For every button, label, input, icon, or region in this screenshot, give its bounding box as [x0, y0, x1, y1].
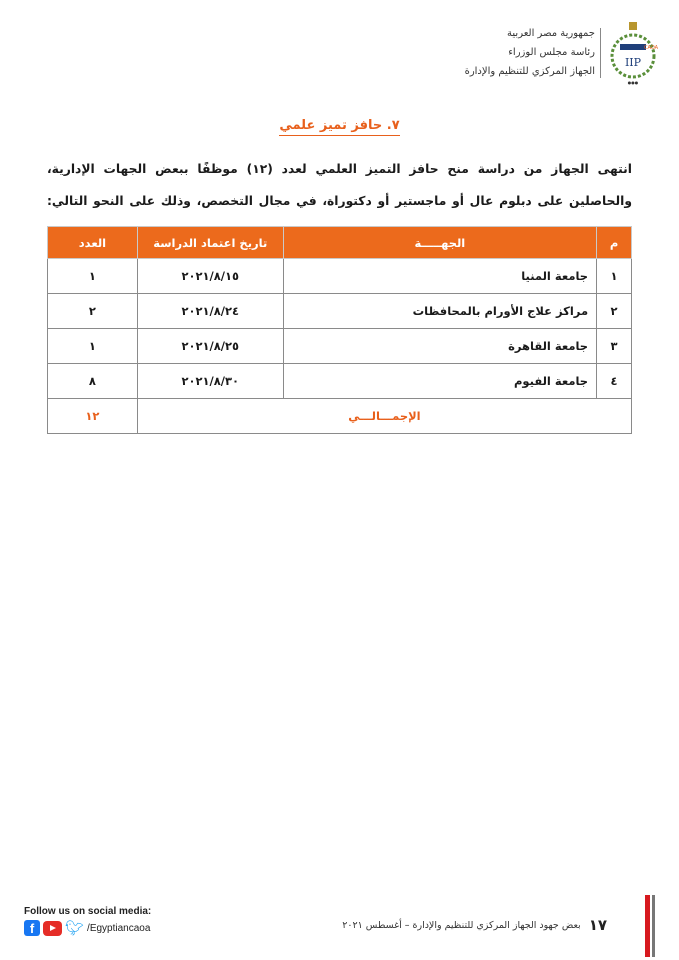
caoa-logo	[608, 20, 658, 88]
svg-text:IIP: IIP	[624, 56, 642, 69]
cell-date: ٢٠٢١/٨/١٥	[137, 259, 283, 294]
facebook-icon[interactable]: f	[24, 920, 40, 936]
cell-index: ٣	[597, 329, 632, 364]
follow-label: Follow us on social media:	[24, 906, 152, 917]
cell-entity: مراكز علاج الأورام بالمحافظات	[283, 294, 596, 329]
cell-entity: جامعة المنيا	[283, 259, 596, 294]
col-header-index: م	[597, 227, 632, 259]
section-title: ٧. حافز تميز علمي	[0, 118, 679, 133]
cell-date: ٢٠٢١/٨/٢٥	[137, 329, 283, 364]
cell-count: ٨	[48, 364, 138, 399]
social-links	[24, 919, 150, 937]
incentive-table	[47, 226, 632, 434]
col-header-count: العدد	[48, 227, 138, 259]
cell-count: ١	[48, 259, 138, 294]
table-row	[48, 259, 632, 294]
table-row	[48, 294, 632, 329]
footer-text: بعض جهود الجهاز المركزي للتنظيم والإدارة – أغسطس ٢٠٢١	[342, 919, 581, 931]
header-divider	[600, 28, 601, 78]
cell-index: ١	[597, 259, 632, 294]
cell-date: ٢٠٢١/٨/٢٤	[137, 294, 283, 329]
cell-index: ٤	[597, 364, 632, 399]
header-line: الجهاز المركزي للتنظيم والإدارة	[464, 66, 595, 77]
social-handle: /Egyptiancaoa	[87, 922, 151, 934]
header-line: جمهورية مصر العربية	[507, 28, 595, 39]
header-text	[465, 24, 595, 81]
table-header-row	[48, 227, 632, 259]
intro-paragraph: انتهى الجهاز من دراسة منح حافز التميز العلمي لعدد (١٢) موظفًا ببعض الجهات الإدارية، والحاصلين على دبلوم عال أو ماجستير أو دكتوراة، في مجال التخصص، وذلك على النحو التالي:	[47, 162, 633, 208]
table-row	[48, 329, 632, 364]
total-label: الإجمـــالـــي	[137, 399, 631, 434]
youtube-icon[interactable]	[43, 921, 62, 936]
twitter-icon[interactable]: 🐦︎	[65, 920, 85, 937]
table-total-row	[48, 399, 632, 434]
footer-red-bar	[645, 895, 650, 957]
cell-index: ٢	[597, 294, 632, 329]
page-number: ١٧	[588, 916, 607, 934]
footer-gray-bar	[652, 895, 655, 957]
table-row	[48, 364, 632, 399]
cell-count: ٢	[48, 294, 138, 329]
svg-text:●●●: ●●●	[627, 80, 639, 85]
header-line: رئاسة مجلس الوزراء	[508, 47, 595, 58]
svg-text:CAOA: CAOA	[644, 45, 658, 51]
cell-date: ٢٠٢١/٨/٣٠	[137, 364, 283, 399]
page-footer	[342, 916, 607, 934]
cell-entity: جامعة القاهرة	[283, 329, 596, 364]
total-value: ١٢	[48, 399, 138, 434]
col-header-entity: الجهـــــة	[283, 227, 596, 259]
cell-entity: جامعة الفيوم	[283, 364, 596, 399]
col-header-date: تاريخ اعتماد الدراسة	[137, 227, 283, 259]
cell-count: ١	[48, 329, 138, 364]
